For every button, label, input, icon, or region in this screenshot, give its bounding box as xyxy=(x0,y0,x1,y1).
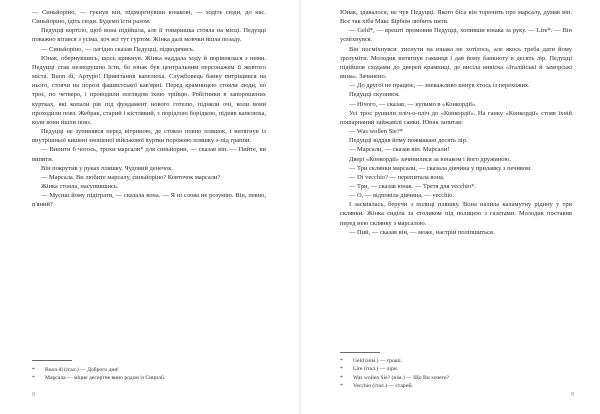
paragraph: — Пий, — сказав він, — може, настрій поліпшиться. xyxy=(349,228,495,236)
paragraph: — Марсали, — сказав він. Марсали! xyxy=(349,146,450,154)
paragraph: Він покрутив у руках пляшку. Чудовий денечок. xyxy=(41,164,173,172)
footnote-text: Buon dì (італ.) — Доброго дня! xyxy=(45,367,119,373)
left-page-text xyxy=(32,8,266,209)
paragraph: — Geld*, — врешті промовив Педуцці, хопивши юнака за руку. — Lire*. — Він усміхнувся. xyxy=(340,27,572,44)
paragraph: Він посміхнувся: тиснути на юнака не хотілось, але якось треба дати йому зрозуміти. Молодик витягнув гаманця і дав йому банкноту в десять лір. Педуцці підійшов сходами до дверей крамниці, де висіла вивіска «Італійські й заморські вина». Зачинено. xyxy=(340,45,572,81)
paragraph: — Di vecchio? — перепитала вона. xyxy=(349,173,445,181)
paragraph: — О, — відповіла дівчина, — vecchio. xyxy=(349,192,454,200)
page-number: 8 xyxy=(32,392,35,398)
paragraph: — Мусиш йому підіграти, — сказала вона. — Я ні слова не розумію. Він, певно, п'яний? xyxy=(32,192,266,209)
footnote-mark: * xyxy=(340,358,343,364)
paragraph: Педуцці віддав йому пожмакані десять лір. xyxy=(349,137,468,145)
footnote-text: Was wollen Sie? (нім.) — Що Ви хочете? xyxy=(353,374,450,381)
footnote-mark: * xyxy=(340,383,343,390)
paragraph: Педуцці кортіло, щоб вона підійшла, але її товаришка стояла на місці. Педуцці поважно вітався з усіма, хоч всі тут гуртом. Жінка далі мовчки йшла позаду. xyxy=(32,27,266,44)
footnote xyxy=(340,357,572,365)
paragraph: Юнак, обернувшись, щось крикнув. Жінка наддала ходу й порівнялася з ними. Педуцці став незворушно їсти, бо юнак був центральним персонажем її жовтого міста. Buon dì, Артуро! Привітання капелюха. Службовець банку витріщився на нього, стоячи на порозі фашистської кав'ярні. Перед крамницею стояли люди, по троє, по четверо, і проводили поглядом їхню трійцю. Робітники в запорошених куртках, які копали рів під фундамент нового готелю, підняли очі, коли вони проходили повз. Жебрак, старий і кістлявий, з порідлою борідкою, підняв капелюха, коли вони йшли повз. xyxy=(32,54,266,126)
paragraph: — Випити б чогось, трохи марсали* для синьйорин, — сказав він. — Пийте, ви випити. xyxy=(32,146,266,163)
footnote-rule xyxy=(340,352,380,353)
footnote-text: Lire (італ.) — ліри. xyxy=(353,366,399,373)
footnote xyxy=(340,365,572,373)
footnote-rule xyxy=(32,360,72,361)
right-footnotes xyxy=(340,357,572,391)
right-page xyxy=(300,0,600,414)
paragraph: Педуцці скупився. xyxy=(349,91,400,99)
footnote-mark: * xyxy=(340,366,343,373)
paragraph: — Три, — сказав юнак. — Третя для vecchio*. xyxy=(349,182,476,190)
paragraph: Усі троє рушили пліч-о-пліч до «Конкордії». На ганку «Конкордії» стояв їхній пошарпаний зайжавілі санки. Юнак запитав: xyxy=(340,109,572,126)
right-page-text xyxy=(340,8,572,237)
footnote xyxy=(340,374,572,382)
paragraph: — Марсала. Ви любите марсалу, синьйоріно? Ковточок марсали? xyxy=(41,173,221,181)
paragraph: Двері «Конкордії» зачинилися за юнаком і його дружиною. xyxy=(349,155,511,163)
footnote xyxy=(340,382,572,390)
footnote-text: Марсала — міцне десертне вино родом із Сицилії. xyxy=(45,375,166,382)
footnote-text: Vecchio (італ.) — старий. xyxy=(353,383,413,390)
left-footnotes xyxy=(32,366,266,383)
footnote-mark: * xyxy=(32,375,35,382)
paragraph: — Was wollen Sie?* xyxy=(349,128,403,136)
footnote-mark: * xyxy=(340,374,343,381)
paragraph: Юнак, здавалося, не чув Педуцці. Якого біса він торочить про марсалу, думав він. Все так хіба Макс Бірбом любить пити. xyxy=(340,9,572,26)
paragraph: — Синьйоріно, — гукнув він, підморгнувши юнакові, — ходіть сюди, до нас. Синьйоріно, ідіть сюди. Будемо їсти разом. xyxy=(32,9,266,26)
page-number: 9 xyxy=(571,392,574,398)
paragraph: — Синьйоріно, — лагідно сказав Педуцці, підводячись. xyxy=(41,45,195,53)
paragraph: Педуцці не зупинявся перед вітриною, де стояло повно пляшок, і витягнув із внутрішньої кишені зношеної військової куртки порожню пляшку з-під граппи. xyxy=(32,128,266,145)
paragraph: — До другої не працює, — зневажливо кинув хтось із перехожих. xyxy=(349,82,530,90)
paragraph: Жінка стояла, насупившись. xyxy=(41,182,119,190)
paragraph: І засміялась, беручи з полиці пляшку. Вона налила каламутну рідину у три склянки. Жінка сиділа за столиком під полицею з газетами. Молодик поставив перед нею склянку з марсалою. xyxy=(340,201,572,227)
footnote xyxy=(32,374,266,382)
paragraph: — Три склянки марсали, — сказала дівчина у прилавку з печивом. xyxy=(349,164,532,172)
footnote-text: Geld (нім.) — гроші. xyxy=(353,358,403,364)
footnote-mark: * xyxy=(32,367,35,373)
paragraph: — Нічого, — сказав, — купимо в «Конкордії». xyxy=(349,100,477,108)
footnote xyxy=(32,366,266,374)
